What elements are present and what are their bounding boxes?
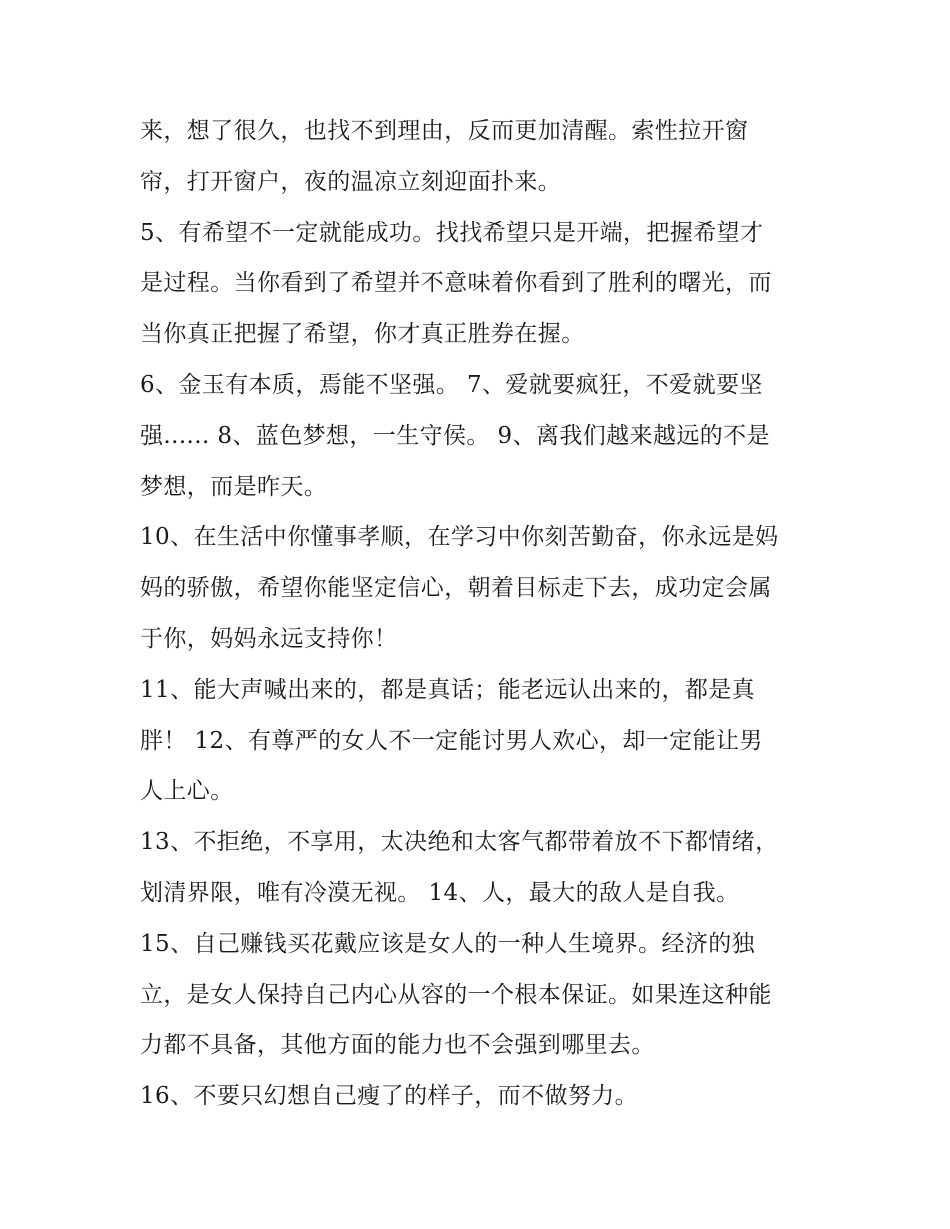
- text-line: 16、不要只幻想自己瘦了的样子，而不做努力。: [140, 1083, 639, 1110]
- text-line: 帘，打开窗户，夜的温凉立刻迎面扑来。: [140, 168, 562, 195]
- text-line: 6、金玉有本质，焉能不坚强。 7、爱就要疯狂，不爱就要坚: [140, 371, 763, 398]
- text-line: 梦想，而是昨天。: [140, 473, 328, 500]
- text-line: 当你真正把握了希望，你才真正胜券在握。: [140, 321, 585, 348]
- text-line: 来，想了很久，也找不到理由，反而更加清醒。索性拉开窗: [140, 118, 749, 144]
- text-line: 是过程。当你看到了希望并不意味着你看到了胜利的曙光，而: [140, 270, 772, 297]
- text-line: 11、能大声喊出来的，都是真话；能老远认出来的，都是真: [140, 676, 756, 703]
- text-line: 5、有希望不一定就能成功。找找希望只是开端，把握希望才: [140, 219, 764, 246]
- text-line: 10、在生活中你懂事孝顺，在学习中你刻苦勤奋，你永远是妈: [140, 524, 779, 551]
- text-line: 胖！ 12、有尊严的女人不一定能讨男人欢心，却一定能让男: [140, 727, 763, 754]
- text-line: 立，是女人保持自己内心从容的一个根本保证。如果连这种能: [140, 981, 772, 1008]
- text-line: 15、自己赚钱买花戴应该是女人的一种人生境界。经济的独: [140, 930, 756, 957]
- text-line: 妈的骄傲，希望你能坚定信心，朝着目标走下去，成功定会属: [140, 575, 772, 602]
- text-line: 于你，妈妈永远支持你！: [140, 625, 398, 652]
- text-line: 力都不具备，其他方面的能力也不会强到哪里去。: [140, 1032, 655, 1059]
- text-line: 人上心。: [140, 778, 234, 805]
- text-line: 13、不拒绝，不享用，太决绝和太客气都带着放不下都情绪，: [140, 829, 779, 856]
- text-line: 强...... 8、蓝色梦想，一生守侯。 9、离我们越来越远的不是: [140, 422, 770, 449]
- body-text: [140, 106, 820, 1122]
- text-line: 划清界限，唯有冷漠无视。 14、人，最大的敌人是自我。: [140, 879, 740, 906]
